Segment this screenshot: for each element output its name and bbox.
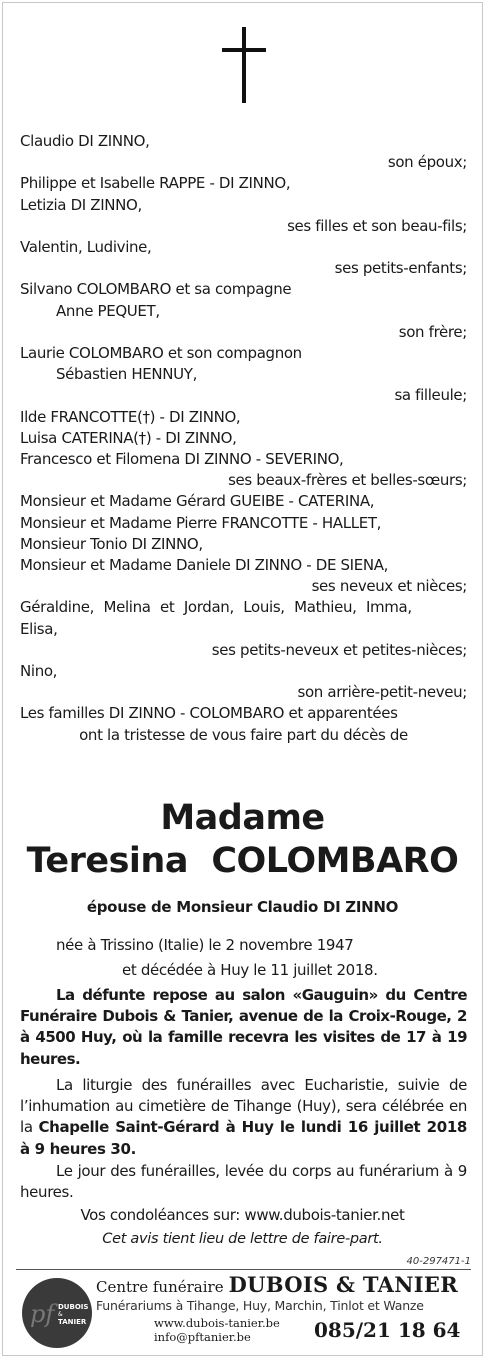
family-line: Anne PEQUET,: [56, 301, 160, 320]
liturgy-place-date: Chapelle Saint-Gérard à Huy le lundi 16 juillet 2018 à 9 heures 30.: [20, 1118, 468, 1158]
family-line: Elisa,: [20, 619, 58, 638]
liturgy-text: La liturgie des funérailles avec Eucharistie, suivie de l’inhumation au cimetière de Tihange (Huy), sera célébrée en la: [20, 1076, 467, 1137]
email-link[interactable]: info@pftanier.be: [154, 1330, 251, 1344]
family-line: Monsieur et Madame Pierre FRANCOTTE - HALLET,: [20, 513, 382, 532]
notice-line: Cet avis tient lieu de lettre de faire-part.: [102, 1231, 383, 1247]
family-line: Géraldine, Melina et Jordan, Louis, Mathieu, Imma,: [20, 598, 412, 617]
family-list: [20, 131, 467, 746]
family-line: Claudio DI ZINNO,: [20, 132, 150, 150]
funeral-home-label: Centre funéraire: [96, 1278, 224, 1296]
repose-paragraph: La défunte repose au salon «Gauguin» du Centre Funéraire Dubois & Tanier, avenue de la Croix-Rouge, 2 à 4500 Huy, où la famille recevra les visites de 17 à 19 heures.: [20, 986, 467, 1068]
deceased-name: Teresina COLOMBARO: [26, 841, 459, 881]
funeral-home-heading: [96, 1272, 458, 1297]
family-relation: son frère;: [398, 322, 467, 341]
death-line: et décédée à Huy le 11 juillet 2018.: [122, 961, 378, 979]
levee-paragraph: Le jour des funérailles, levée du corps au funérarium à 9 heures.: [20, 1162, 467, 1202]
cross-icon: [222, 27, 266, 103]
deceased-spouse: épouse de Monsieur Claudio DI ZINNO: [86, 898, 399, 916]
family-line: Monsieur Tonio DI ZINNO,: [20, 534, 203, 553]
divider: [16, 1269, 471, 1270]
family-line: Laurie COLOMBARO et son compagnon: [20, 344, 302, 363]
family-line: Les familles DI ZINNO - COLOMBARO et apparentées: [20, 704, 398, 723]
family-relation: ses petits-neveux et petites-nièces;: [211, 640, 467, 659]
logo-text-amp: &: [58, 1311, 63, 1318]
family-line: Letizia DI ZINNO,: [20, 195, 142, 214]
condolences-line: Vos condoléances sur: www.dubois-tanier.net: [80, 1206, 405, 1224]
family-relation: ses petits-enfants;: [334, 259, 467, 278]
phone-number[interactable]: 085/21 18 64: [314, 1318, 461, 1342]
funeral-home-brand: DUBOIS & TANIER: [228, 1272, 458, 1297]
logo-text-tanier: TANIER: [58, 1318, 87, 1326]
website-link[interactable]: www.dubois-tanier.be: [154, 1316, 280, 1330]
liturgy-paragraph: [20, 1075, 467, 1160]
family-line: Luisa CATERINA(†) - DI ZINNO,: [20, 428, 237, 447]
family-relation: ses filles et son beau-fils;: [287, 216, 467, 235]
funeral-home-contact: [154, 1316, 280, 1344]
logo-monogram: pf: [30, 1300, 55, 1328]
family-line: Francesco et Filomena DI ZINNO - SEVERINO,: [20, 450, 344, 469]
family-line: Monsieur et Madame Gérard GUEIBE - CATERINA,: [20, 492, 375, 511]
family-relation: ses neveux et nièces;: [311, 577, 467, 596]
family-line: Valentin, Ludivine,: [20, 238, 152, 257]
family-relation: son époux;: [387, 153, 467, 172]
logo-text-dubois: DUBOIS: [58, 1303, 89, 1311]
reference-number: 40-297471-1: [406, 1256, 471, 1267]
family-relation: sa filleule;: [394, 386, 467, 405]
family-line: Monsieur et Madame Daniele DI ZINNO - DE SIENA,: [20, 556, 389, 575]
family-line: Silvano COLOMBARO et sa compagne: [20, 280, 292, 299]
deceased-title: Madame: [160, 798, 325, 838]
funeral-home-subtitle: Funérariums à Tihange, Huy, Marchin, Tinlot et Wanze: [96, 1298, 424, 1313]
birth-line: née à Trissino (Italie) le 2 novembre 1947: [56, 936, 354, 954]
family-line: Ilde FRANCOTTE(†) - DI ZINNO,: [20, 407, 241, 426]
family-line: Philippe et Isabelle RAPPE - DI ZINNO,: [20, 174, 291, 193]
family-relation: ses beaux-frères et belles-sœurs;: [228, 471, 467, 490]
family-relation: son arrière-petit-neveu;: [297, 683, 467, 702]
funeral-home-logo: [22, 1278, 92, 1348]
family-line: Sébastien HENNUY,: [56, 365, 197, 384]
family-line: Nino,: [20, 662, 58, 681]
announcement-line: ont la tristesse de vous faire part du décès de: [79, 725, 408, 744]
